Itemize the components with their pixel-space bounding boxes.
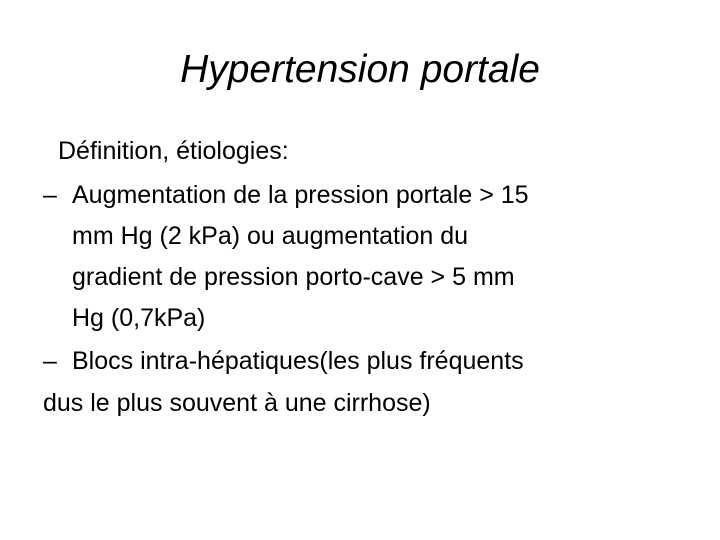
bullet-1-line-3: gradient de pression porto-cave > 5 mm bbox=[72, 263, 515, 291]
definition-heading: Définition, étiologies: bbox=[58, 137, 289, 165]
bullet-2-dash: – bbox=[43, 347, 57, 375]
slide-title bbox=[0, 46, 720, 94]
bullet-2-line-1: Blocs intra-hépatiques(les plus fréquents bbox=[72, 347, 524, 375]
slide-title-text: Hypertension portale bbox=[180, 48, 540, 91]
bullet-2-line-2: dus le plus souvent à une cirrhose) bbox=[43, 389, 431, 417]
bullet-1-line-4: Hg (0,7kPa) bbox=[72, 304, 206, 332]
bullet-1-line-2: mm Hg (2 kPa) ou augmentation du bbox=[72, 222, 469, 250]
bullet-1-line-1: Augmentation de la pression portale > 15 bbox=[72, 181, 529, 209]
bullet-1-dash: – bbox=[43, 181, 57, 209]
